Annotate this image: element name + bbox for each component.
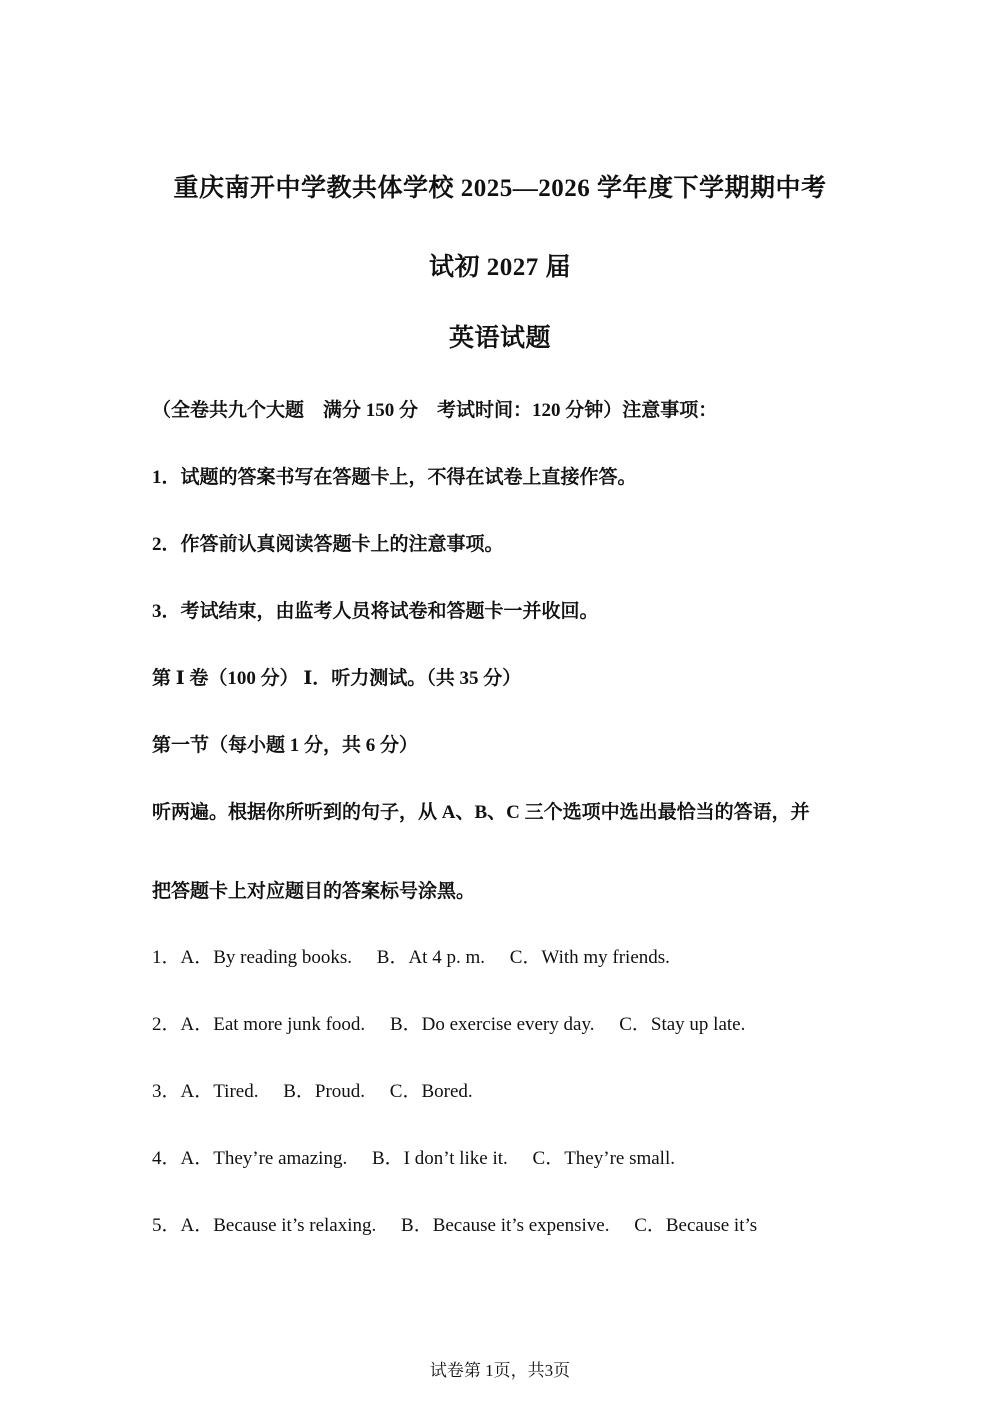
q4-option-b: B．I don’t like it.: [371, 1148, 508, 1169]
question-3: [152, 1076, 872, 1103]
direction-line-1: 听两遍。根据你所听到的句子，从 A、B、C 三个选项中选出最恰当的答语，并: [152, 802, 810, 823]
page-footer: 试卷第 1页，共3页: [429, 1361, 571, 1380]
sub-heading: 第一节（每小题 1 分，共 6 分）: [152, 735, 419, 756]
subject-title: 英语试题: [448, 325, 551, 352]
note-2: 2．作答前认真阅读答题卡上的注意事项。: [152, 534, 504, 555]
q1-option-c: C．With my friends.: [509, 947, 670, 968]
note-1: 1．试题的答案书写在答题卡上，不得在试卷上直接作答。: [152, 467, 637, 488]
q5-option-a: 5．A．Because it’s relaxing.: [152, 1215, 377, 1236]
question-1: [152, 942, 872, 969]
question-2: [152, 1009, 872, 1036]
question-4: [152, 1143, 872, 1170]
exam-summary: （全卷共九个大题 满分 150 分 考试时间：120 分钟）注意事项：: [152, 400, 718, 421]
q3-option-b: B．Proud.: [283, 1081, 366, 1102]
q5-option-c: C．Because it’s: [634, 1215, 758, 1236]
q3-option-c: C．Bored.: [389, 1081, 473, 1102]
q3-option-a: 3．A．Tired.: [152, 1081, 259, 1102]
note-3: 3．考试结束，由监考人员将试卷和答题卡一并收回。: [152, 601, 599, 622]
q4-option-a: 4．A．They’re amazing.: [152, 1148, 348, 1169]
q2-option-b: B．Do exercise every day.: [389, 1014, 595, 1035]
part-heading: 第 Ⅰ 卷（100 分） Ⅰ．听力测试。（共 35 分）: [152, 668, 522, 689]
question-5: [152, 1210, 872, 1237]
exam-title-line2: 试初 2027 届: [428, 254, 571, 281]
q2-option-a: 2．A．Eat more junk food.: [152, 1014, 366, 1035]
q1-option-a: 1．A．By reading books.: [152, 947, 353, 968]
q4-option-c: C．They’re small.: [532, 1148, 675, 1169]
q1-option-b: B．At 4 p. m.: [376, 947, 485, 968]
q5-option-b: B．Because it’s expensive.: [401, 1215, 610, 1236]
direction-line-2: 把答题卡上对应题目的答案标号涂黑。: [152, 881, 476, 902]
exam-title-line1: 重庆南开中学教共体学校 2025—2026 学年度下学期期中考: [173, 175, 827, 202]
q2-option-c: C．Stay up late.: [619, 1014, 746, 1035]
